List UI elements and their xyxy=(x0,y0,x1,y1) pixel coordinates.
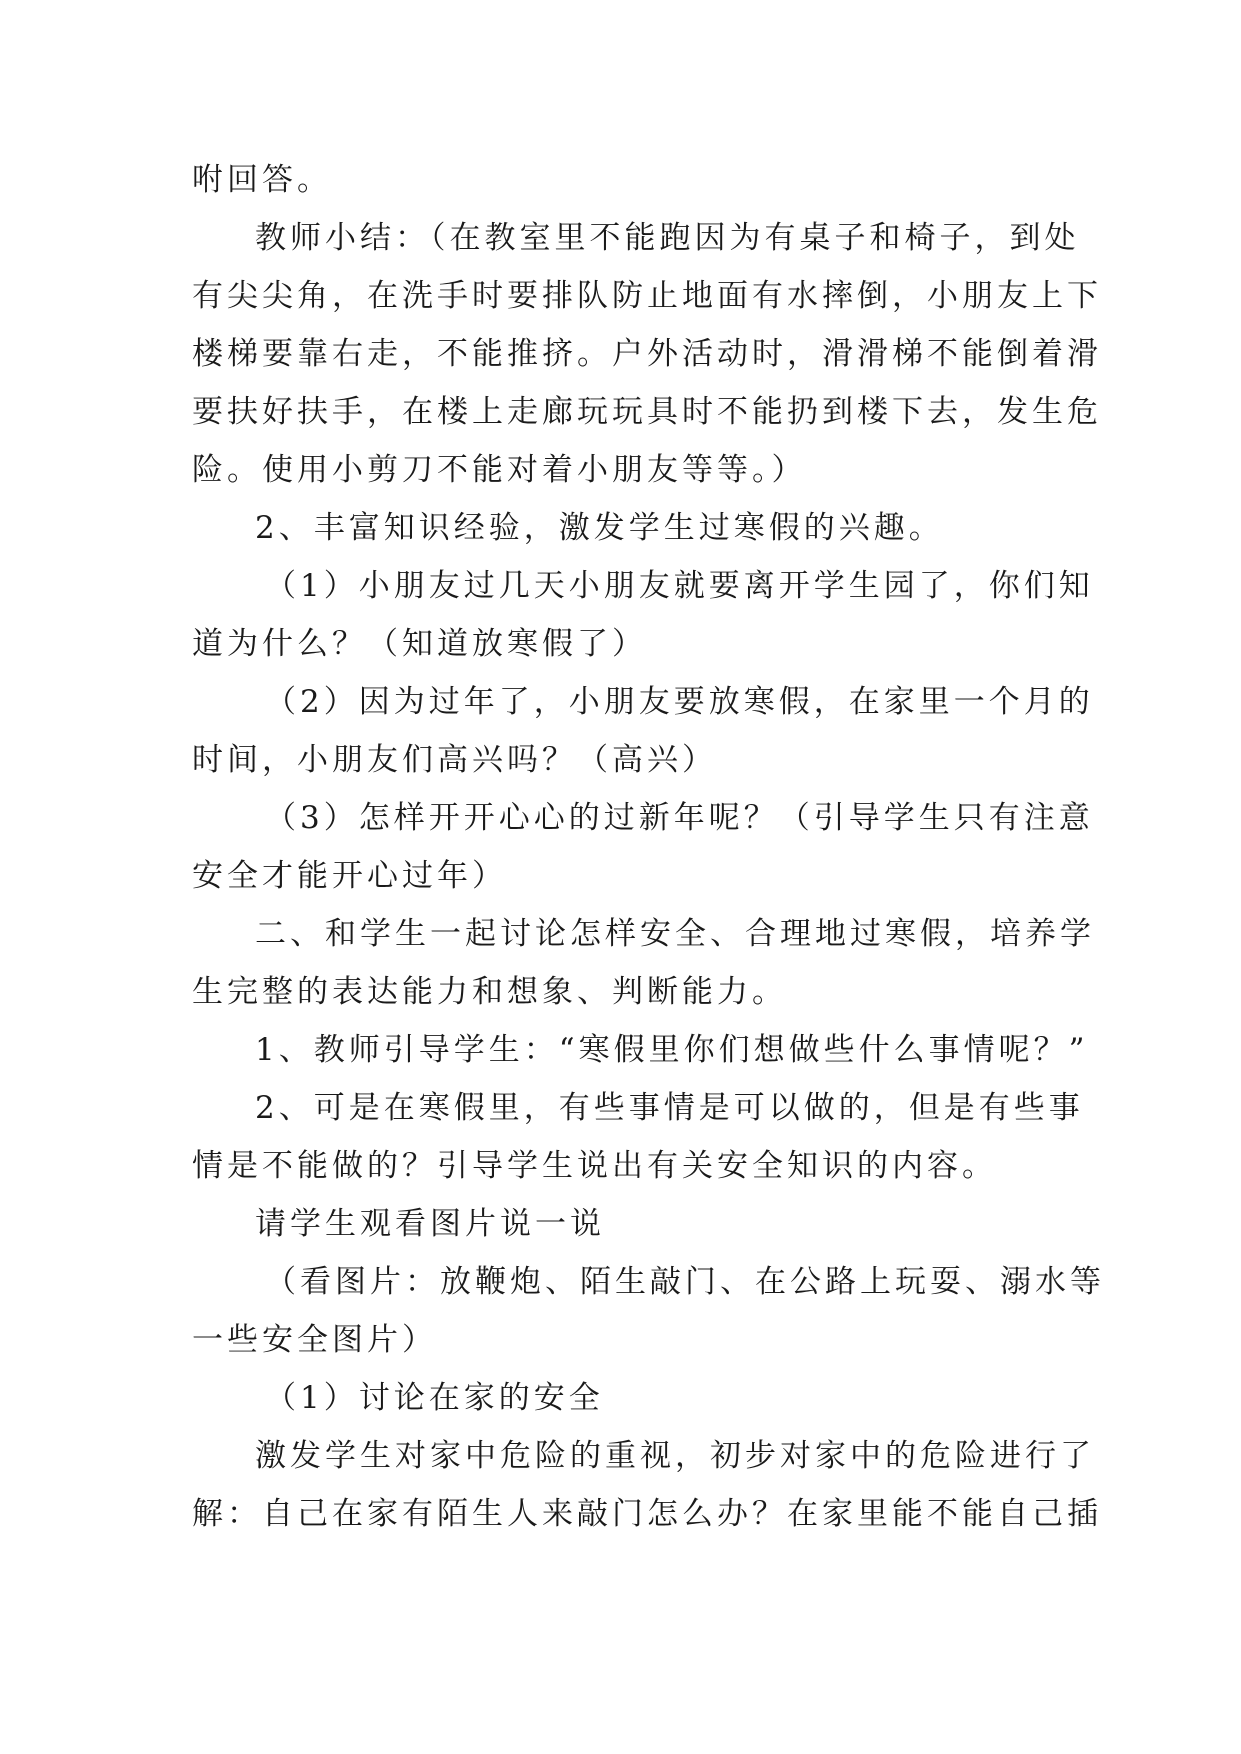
text-line: 楼梯要靠右走，不能推挤。户外活动时，滑滑梯不能倒着滑 xyxy=(192,336,1102,372)
text-line: 激发学生对家中危险的重视，初步对家中的危险进行了 xyxy=(255,1438,1095,1474)
text-line: 咐回答。 xyxy=(192,162,332,198)
text-line: 情是不能做的？引导学生说出有关安全知识的内容。 xyxy=(192,1148,997,1184)
text-line: 1、教师引导学生：“寒假里你们想做些什么事情呢？” xyxy=(255,1032,1089,1068)
text-line: 有尖尖角，在洗手时要排队防止地面有水摔倒，小朋友上下 xyxy=(192,278,1102,314)
text-line: 2、可是在寒假里，有些事情是可以做的，但是有些事 xyxy=(255,1090,1084,1126)
text-line: 生完整的表达能力和想象、判断能力。 xyxy=(192,974,787,1010)
text-line: 道为什么？（知道放寒假了） xyxy=(192,626,647,662)
text-line: 安全才能开心过年） xyxy=(192,858,507,894)
text-line: （2）因为过年了，小朋友要放寒假，在家里一个月的 xyxy=(265,684,1094,720)
text-line: 教师小结：（在教室里不能跑因为有桌子和椅子，到处 xyxy=(255,220,1080,256)
text-line: 险。使用小剪刀不能对着小朋友等等。） xyxy=(192,452,807,488)
text-line: 解：自己在家有陌生人来敲门怎么办？在家里能不能自己插 xyxy=(192,1496,1102,1532)
text-line: 2、丰富知识经验，激发学生过寒假的兴趣。 xyxy=(255,510,944,546)
text-line: 二、和学生一起讨论怎样安全、合理地过寒假，培养学 xyxy=(255,916,1095,952)
text-line: （1）讨论在家的安全 xyxy=(265,1380,604,1416)
text-line: （看图片：放鞭炮、陌生敲门、在公路上玩耍、溺水等 xyxy=(265,1264,1105,1300)
text-line: 时间，小朋友们高兴吗？（高兴） xyxy=(192,742,717,778)
text-line: 一些安全图片） xyxy=(192,1322,437,1358)
text-line: 要扶好扶手，在楼上走廊玩玩具时不能扔到楼下去，发生危 xyxy=(192,394,1102,430)
text-line: （1）小朋友过几天小朋友就要离开学生园了，你们知 xyxy=(265,568,1094,604)
text-line: （3）怎样开开心心的过新年呢？（引导学生只有注意 xyxy=(265,800,1094,836)
text-line: 请学生观看图片说一说 xyxy=(255,1206,605,1242)
